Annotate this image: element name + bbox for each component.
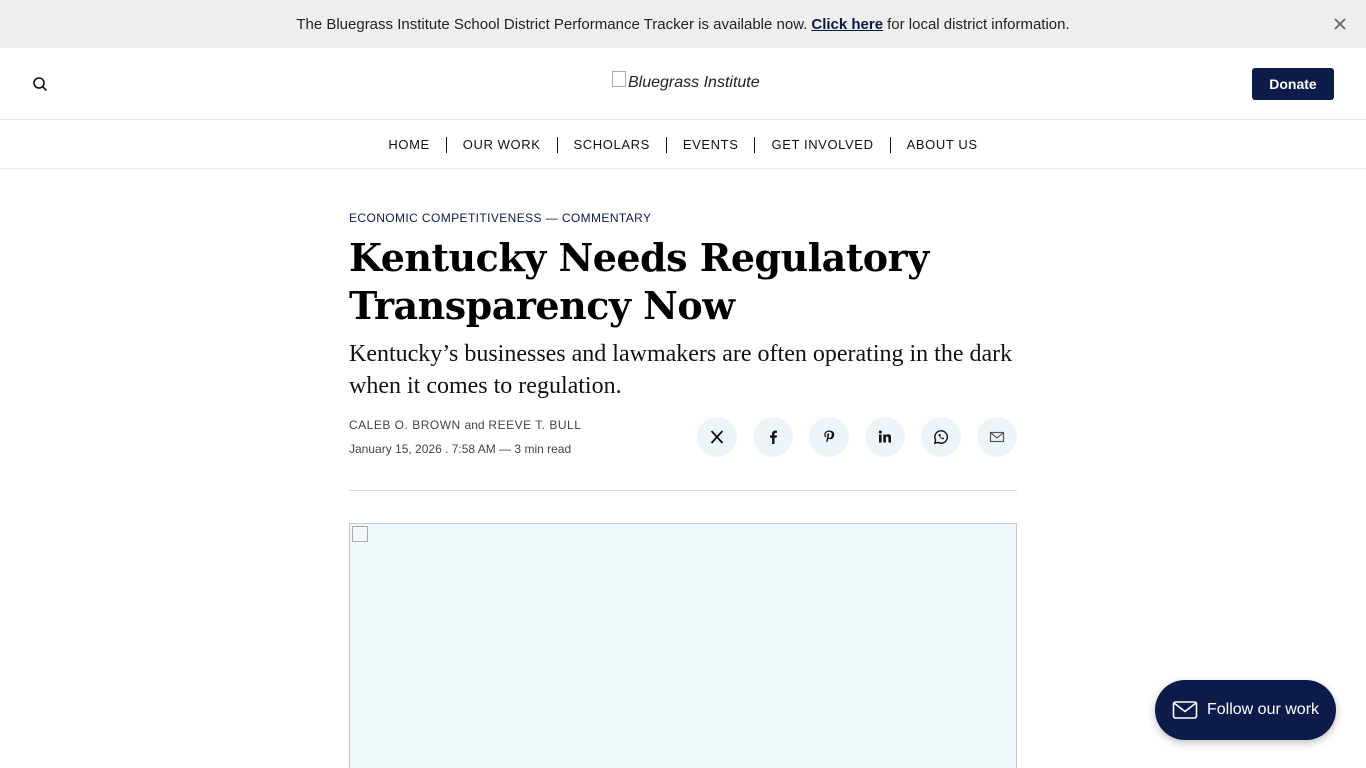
author-link[interactable]: REEVE T. BULL xyxy=(488,418,582,432)
article-subheadline: Kentucky’s businesses and lawmakers are often operating in the dark when it comes to regulation. xyxy=(349,341,1013,399)
main-nav xyxy=(0,121,1366,169)
article-dateline: January 15, 2026 . 7:58 AM — 3 min read xyxy=(349,442,572,456)
share-facebook-button[interactable] xyxy=(753,417,793,457)
author-link[interactable]: CALEB O. BROWN xyxy=(349,418,461,432)
article-category[interactable]: ECONOMIC COMPETITIVENESS — COMMENTARY xyxy=(349,211,652,225)
share-email-button[interactable] xyxy=(977,417,1017,457)
linkedin-icon xyxy=(877,429,893,445)
article-headline: Kentucky Needs Regulatory Transparency Now xyxy=(349,235,929,328)
share-buttons xyxy=(697,417,1017,457)
announcement-bar xyxy=(0,0,1366,48)
follow-our-work-button[interactable] xyxy=(1155,680,1336,740)
broken-image-icon xyxy=(612,71,626,87)
author-joiner: and xyxy=(464,418,485,432)
facebook-icon xyxy=(765,429,781,445)
nav-item-home[interactable]: HOME xyxy=(388,136,430,152)
donate-button[interactable]: Donate xyxy=(1252,68,1334,100)
article-byline xyxy=(349,418,581,432)
x-icon xyxy=(709,429,725,445)
envelope-icon xyxy=(1172,700,1198,720)
broken-image-icon xyxy=(352,526,368,542)
follow-label: Follow our work xyxy=(1206,701,1320,718)
nav-item-about-us[interactable]: ABOUT US xyxy=(890,137,994,153)
divider xyxy=(349,490,1017,491)
pinterest-icon xyxy=(821,429,837,445)
site-header xyxy=(0,48,1366,120)
nav-item-events[interactable]: EVENTS xyxy=(666,137,755,153)
share-linkedin-button[interactable] xyxy=(865,417,905,457)
announcement-text-after: for local district information. xyxy=(887,15,1070,33)
nav-item-our-work[interactable]: OUR WORK xyxy=(446,137,557,153)
nav-item-scholars[interactable]: SCHOLARS xyxy=(557,137,666,153)
announcement-link[interactable]: Click here xyxy=(811,15,884,33)
share-x-button[interactable] xyxy=(697,417,737,457)
whatsapp-icon xyxy=(933,429,949,445)
share-pinterest-button[interactable] xyxy=(809,417,849,457)
nav-item-get-involved[interactable]: GET INVOLVED xyxy=(754,137,889,153)
email-icon xyxy=(989,429,1005,445)
search-icon[interactable] xyxy=(30,74,50,94)
site-logo[interactable] xyxy=(612,74,760,92)
logo-alt-text: Bluegrass Institute xyxy=(628,74,760,91)
share-whatsapp-button[interactable] xyxy=(921,417,961,457)
article-hero-image xyxy=(349,523,1017,768)
close-icon[interactable] xyxy=(1330,14,1350,34)
announcement-text: The Bluegrass Institute School District Performance Tracker is available now. xyxy=(296,15,808,33)
